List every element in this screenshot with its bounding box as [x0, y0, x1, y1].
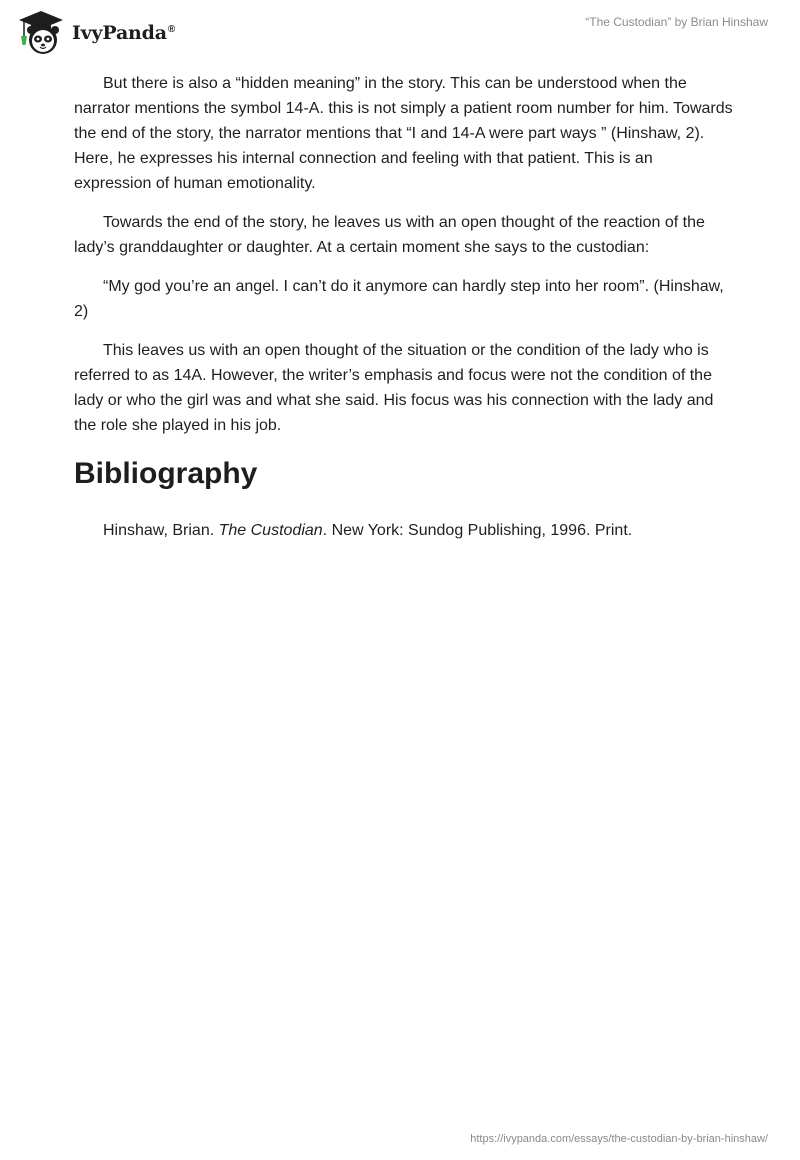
brand-logo[interactable]: [16, 8, 175, 58]
bib-author: Hinshaw, Brian.: [103, 522, 219, 539]
essay-body: [74, 71, 734, 557]
paragraph: But there is also a “hidden meaning” in the story. This can be understood when the narrator mentions the symbol 14-A. this is not simply a patient room number for him. Towards the end of the story, the narrator mentions that “I and 14-A were part ways ” (Hinshaw, 2). Here, he expresses his internal connection and feeling with that patient. This is an expression of human emotionality.: [74, 75, 733, 192]
panda-graduate-icon: [16, 8, 66, 58]
bibliography-heading: Bibliography: [74, 457, 258, 490]
running-title: “The Custodian” by Brian Hinshaw: [585, 15, 768, 29]
paragraph: Towards the end of the story, he leaves us with an open thought of the reaction of the lady’s granddaughter or daughter. At a certain moment she says to the custodian:: [74, 214, 705, 256]
bibliography-entry: [74, 518, 734, 543]
source-url-link[interactable]: https://ivypanda.com/essays/the-custodian-by-brian-hinshaw/: [470, 1133, 768, 1145]
quotation: “My god you’re an angel. I can’t do it anymore can hardly step into her room”. (Hinshaw, 2): [74, 278, 724, 320]
bib-publication: . New York: Sundog Publishing, 1996. Print.: [322, 522, 633, 539]
brand-name: IvyPanda®: [72, 22, 176, 44]
bib-title: The Custodian: [218, 522, 323, 539]
registered-mark: ®: [167, 23, 176, 35]
page-header: [0, 0, 800, 64]
paragraph: This leaves us with an open thought of the situation or the condition of the lady who is referred to as 14A. However, the writer’s emphasis and focus were not the condition of the lady or who the girl was and what she said. His focus was his connection with the lady and the role she played in his job.: [74, 342, 714, 434]
